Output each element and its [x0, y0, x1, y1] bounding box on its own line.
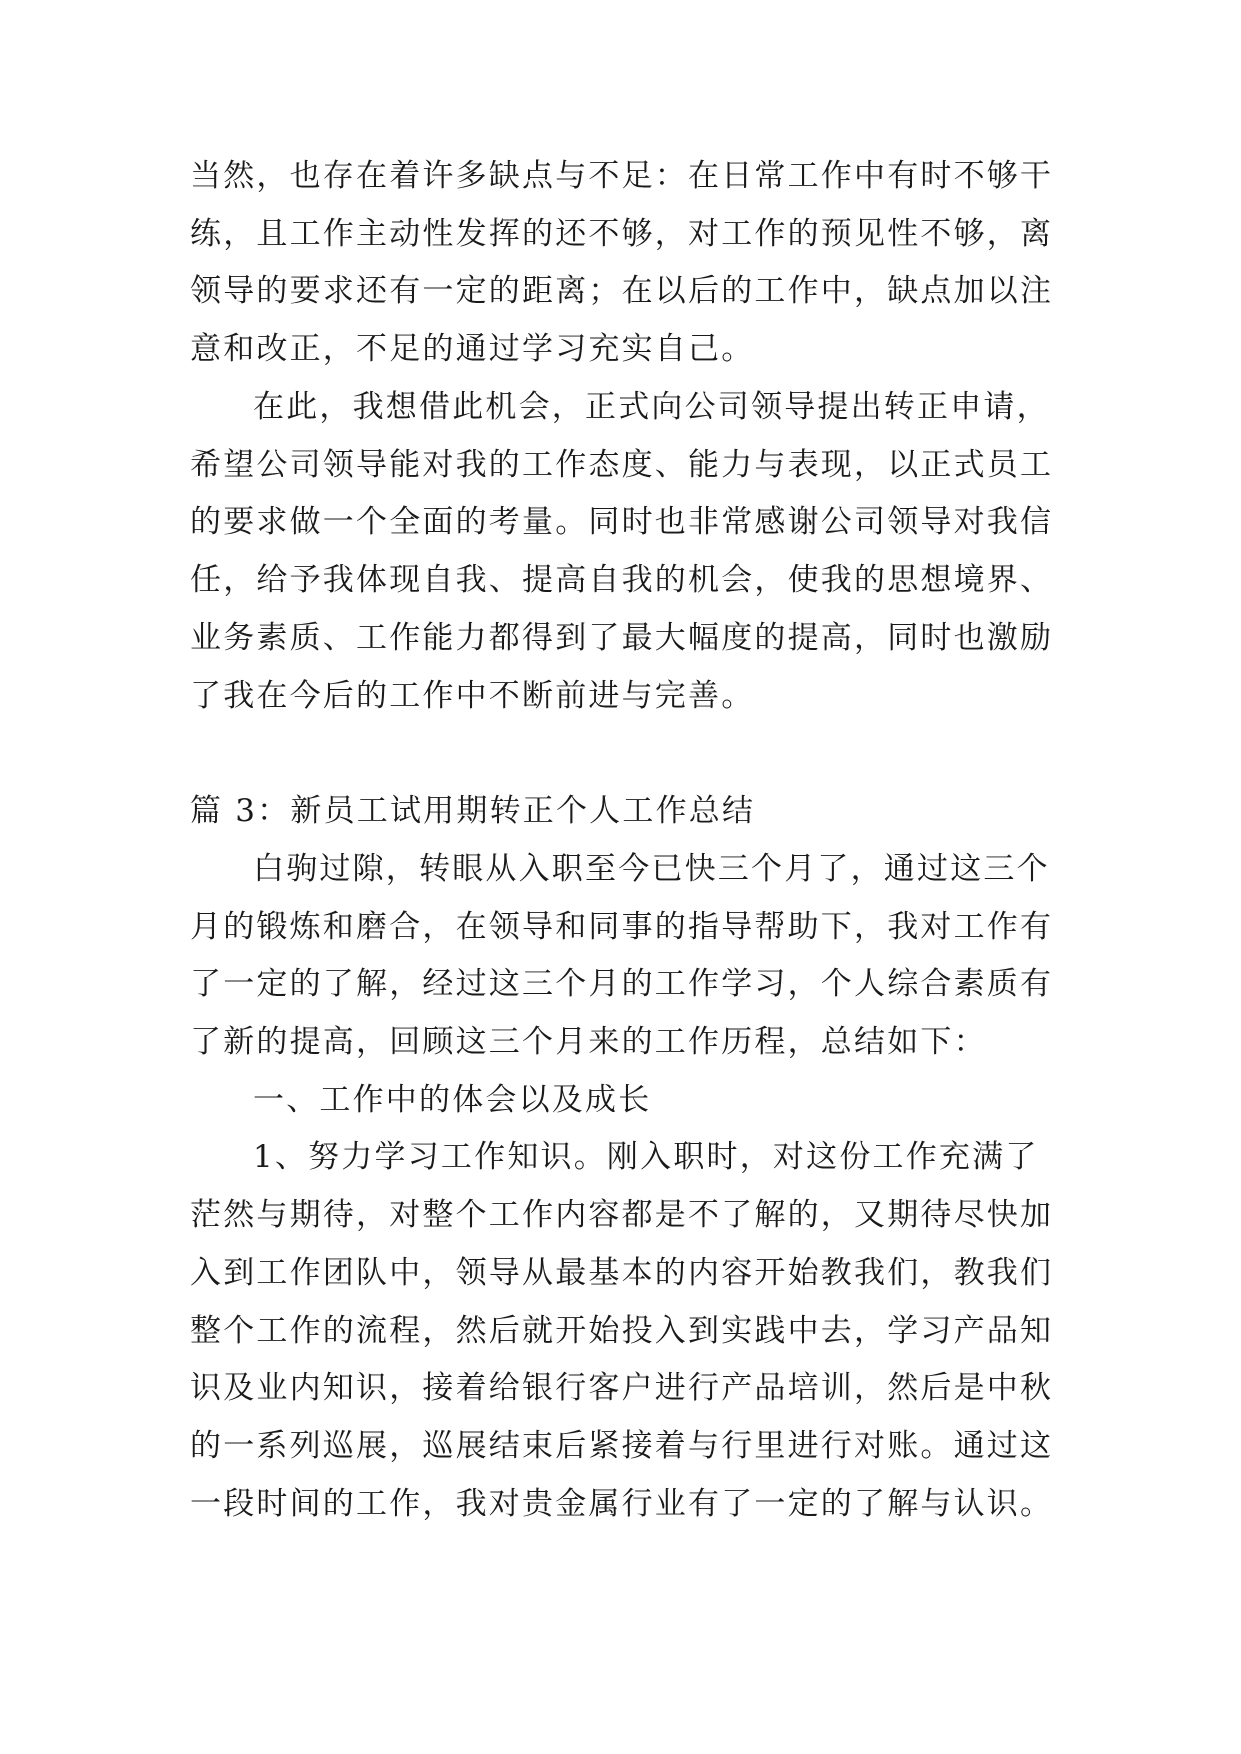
- paragraph-line: 整个工作的流程，然后就开始投入到实践中去，学习产品知: [190, 1313, 1054, 1349]
- paragraph-line: 识及业内知识，接着给银行客户进行产品培训，然后是中秋: [190, 1370, 1054, 1406]
- paragraph-line: 练，且工作主动性发挥的还不够，对工作的预见性不够，离: [190, 216, 1054, 252]
- paragraph-line: 任，给予我体现自我、提高自我的机会，使我的思想境界、: [190, 562, 1054, 598]
- paragraph-line: 了我在今后的工作中不断前进与完善。: [190, 678, 755, 714]
- paragraph-line: 的要求做一个全面的考量。同时也非常感谢公司领导对我信: [190, 504, 1054, 540]
- paragraph-line: 希望公司领导能对我的工作态度、能力与表现，以正式员工: [190, 447, 1054, 483]
- paragraph-line: 意和改正，不足的通过学习充实自己。: [190, 331, 755, 367]
- paragraph-line: 月的锻炼和磨合，在领导和同事的指导帮助下，我对工作有: [190, 909, 1054, 945]
- paragraph-line: 领导的要求还有一定的距离；在以后的工作中，缺点加以注: [190, 273, 1054, 309]
- paragraph-line: 在此，我想借此机会，正式向公司领导提出转正申请，: [253, 389, 1050, 425]
- paragraph-line: 一段时间的工作，我对贵金属行业有了一定的了解与认识。: [190, 1486, 1054, 1522]
- paragraph-line: 1、努力学习工作知识。刚入职时，对这份工作充满了: [253, 1139, 1039, 1175]
- paragraph-line: 业务素质、工作能力都得到了最大幅度的提高，同时也激励: [190, 620, 1054, 656]
- paragraph-line: 茫然与期待，对整个工作内容都是不了解的，又期待尽快加: [190, 1197, 1054, 1233]
- paragraph-line: 白驹过隙，转眼从入职至今已快三个月了，通过这三个: [253, 851, 1050, 887]
- subsection-heading: 一、工作中的体会以及成长: [253, 1082, 652, 1118]
- paragraph-line: 入到工作团队中，领导从最基本的内容开始教我们，教我们: [190, 1255, 1054, 1291]
- paragraph-line: 了一定的了解，经过这三个月的工作学习，个人综合素质有: [190, 966, 1054, 1002]
- paragraph-line: 当然，也存在着许多缺点与不足：在日常工作中有时不够干: [190, 158, 1054, 194]
- section-heading: 篇 3：新员工试用期转正个人工作总结: [190, 793, 756, 829]
- paragraph-line: 的一系列巡展，巡展结束后紧接着与行里进行对账。通过这: [190, 1428, 1054, 1464]
- paragraph-line: 了新的提高，回顾这三个月来的工作历程，总结如下：: [190, 1024, 987, 1060]
